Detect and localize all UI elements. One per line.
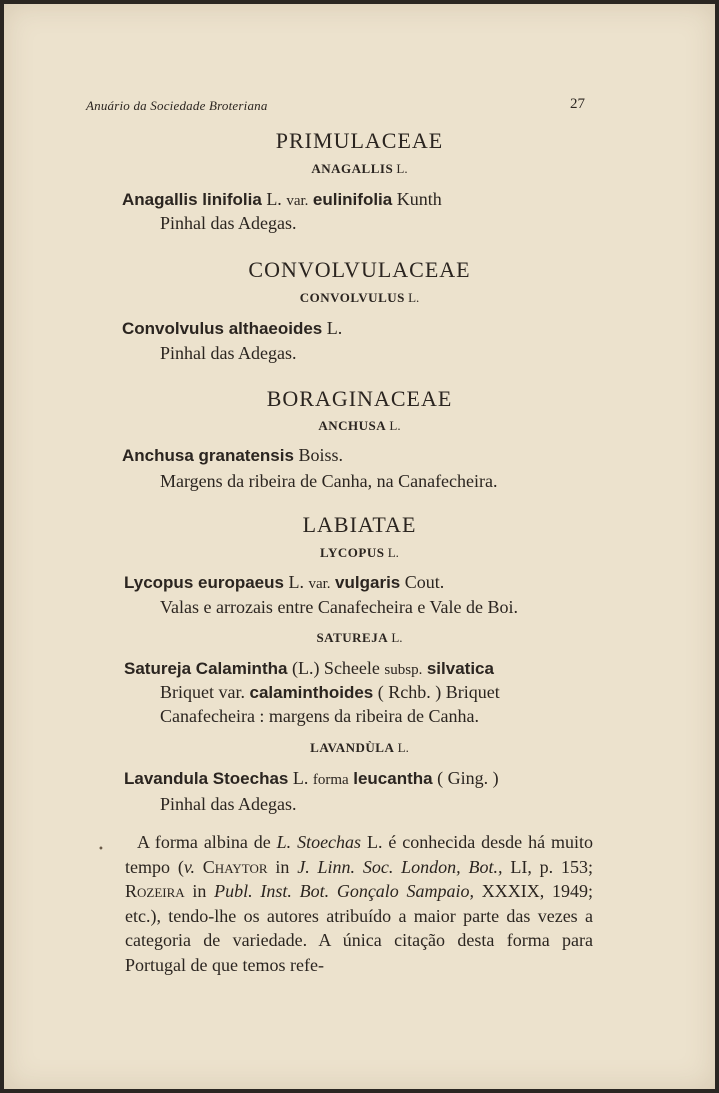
genus-heading-convolvulus bbox=[4, 290, 715, 306]
text-run: L. é conhecida desde há muito tempo ( bbox=[125, 832, 593, 877]
genus-author: L. bbox=[408, 290, 420, 305]
rank: var. bbox=[308, 576, 331, 592]
species-author: L. bbox=[266, 189, 282, 209]
species-continuation bbox=[160, 682, 500, 703]
family-heading-primulaceae: PRIMULACEAE bbox=[275, 128, 444, 153]
genus-heading-satureja bbox=[4, 630, 715, 646]
body-paragraph bbox=[125, 830, 593, 977]
family-heading-convolvulaceae: CONVOLVULACEAE bbox=[248, 257, 471, 282]
genus-heading-anagallis bbox=[4, 161, 715, 177]
species-lycopus-europaeus bbox=[124, 572, 444, 593]
italic-run: Publ. Inst. Bot. Gonçalo Sampaio, bbox=[214, 881, 475, 901]
species-name: Lavandula Stoechas bbox=[124, 769, 289, 788]
page bbox=[4, 4, 715, 1089]
genus-name: LYCOPUS bbox=[320, 545, 385, 560]
genus-heading-anchusa bbox=[4, 418, 715, 434]
rank: subsp. bbox=[384, 662, 423, 678]
locality: Pinhal das Adegas. bbox=[160, 343, 297, 363]
small-caps-author: Rozeira bbox=[125, 881, 185, 901]
genus-name: SATUREJA bbox=[316, 630, 389, 645]
infra-name: leucantha bbox=[353, 769, 433, 788]
genus-name: LAVANDÙLA bbox=[310, 740, 395, 755]
locality: Canafecheira : margens da ribeira de Canha. bbox=[160, 706, 480, 726]
species-author: L. bbox=[292, 768, 309, 788]
species-convolvulus-althaeoides bbox=[122, 318, 342, 339]
species-author: Boiss. bbox=[298, 445, 343, 465]
species-anagallis-linifolia bbox=[122, 189, 442, 210]
text-run: LI, p. 153; bbox=[502, 856, 593, 877]
species-satureja-calamintha bbox=[124, 658, 494, 679]
authority-text: Briquet var. bbox=[160, 682, 245, 702]
variety-name: calaminthoides bbox=[249, 683, 374, 702]
infra-author: ( Ging. ) bbox=[437, 768, 499, 788]
locality: Pinhal das Adegas. bbox=[160, 213, 297, 233]
small-caps-author: Chaytor bbox=[202, 856, 268, 877]
infra-name: silvatica bbox=[426, 659, 494, 678]
text-run bbox=[195, 857, 203, 877]
infra-name: vulgaris bbox=[335, 573, 401, 592]
rank: forma bbox=[312, 772, 349, 788]
infra-name: eulinifolia bbox=[312, 190, 393, 209]
locality: Margens da ribeira de Canha, na Canafecheira. bbox=[160, 471, 498, 491]
genus-author: L. bbox=[397, 740, 409, 755]
species-name: Satureja Calamintha bbox=[124, 659, 288, 678]
rank: var. bbox=[286, 193, 309, 209]
margin-dot: • bbox=[98, 844, 104, 855]
species-name: Anchusa granatensis bbox=[122, 446, 294, 465]
species-author: L. bbox=[288, 572, 304, 592]
species-name: Anagallis linifolia bbox=[122, 190, 262, 209]
italic-run: L. Stoechas bbox=[276, 832, 362, 852]
variety-author: ( Rchb. ) Briquet bbox=[377, 682, 500, 702]
journal-title: Anuário da Sociedade Broteriana bbox=[86, 98, 268, 113]
genus-author: L. bbox=[396, 161, 408, 176]
family-heading-boraginaceae: BORAGINACEAE bbox=[266, 386, 453, 411]
page-number: 27 bbox=[570, 96, 585, 112]
genus-author: L. bbox=[389, 418, 401, 433]
italic-run: J. Linn. Soc. London, Bot., bbox=[297, 856, 503, 877]
species-anchusa-granatensis bbox=[122, 445, 343, 466]
genus-heading-lavandula bbox=[4, 740, 715, 756]
text-run: A forma albina de bbox=[137, 832, 277, 852]
species-lavandula-stoechas bbox=[124, 768, 499, 789]
text-run: XXXIX, 1949; etc.), tendo-lhe os autores atribuído a maior parte das vezes a categoria de variedade. A única citação desta forma para Portugal de que temos refe- bbox=[125, 881, 593, 975]
genus-author: L. bbox=[387, 545, 399, 560]
species-name: Convolvulus althaeoides bbox=[122, 319, 323, 338]
locality: Valas e arrozais entre Canafecheira e Vale de Boi. bbox=[160, 597, 518, 617]
locality: Pinhal das Adegas. bbox=[160, 794, 297, 814]
species-name: Lycopus europaeus bbox=[124, 573, 284, 592]
family-heading-labiatae: LABIATAE bbox=[302, 512, 417, 537]
text-run: in bbox=[267, 856, 298, 877]
genus-heading-lycopus bbox=[4, 545, 715, 561]
genus-name: ANAGALLIS bbox=[311, 161, 394, 176]
italic-run: v. bbox=[183, 856, 195, 877]
species-author: L. bbox=[326, 318, 343, 338]
infra-author: Cout. bbox=[404, 572, 445, 592]
text-run: in bbox=[184, 881, 215, 901]
genus-name: CONVOLVULUS bbox=[299, 290, 405, 305]
genus-name: ANCHUSA bbox=[318, 418, 387, 433]
genus-author: L. bbox=[391, 630, 403, 645]
infra-author: Kunth bbox=[396, 189, 442, 209]
species-author: (L.) Scheele bbox=[291, 658, 380, 678]
